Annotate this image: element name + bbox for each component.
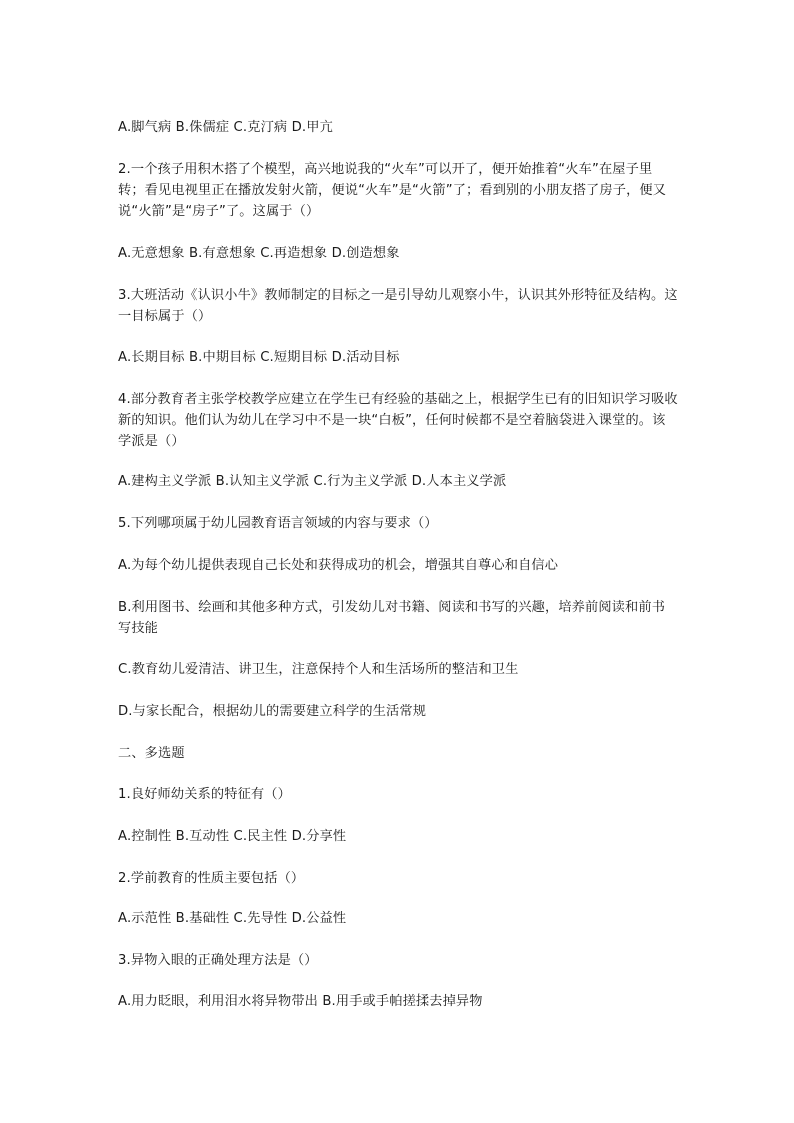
question-2: 2.一个孩子用积木搭了个模型，高兴地说我的“火车”可以开了，便开始推着“火车”在屋子里转；看见电视里正在播放发射火箭，便说“火车”是“火箭”了；看到别的小朋友搭了房子，便又说“火箭”是“房子”了。这属于（） <box>118 162 667 219</box>
answer-options-q3: A.长期目标 B.中期目标 C.短期目标 D.活动目标 <box>118 350 400 365</box>
mc-answer-options-2: A.示范性 B.基础性 C.先导性 D.公益性 <box>118 911 347 926</box>
mc-answer-options-3: A.用力眨眼，利用泪水将异物带出 B.用手或手帕搓揉去掉异物 <box>118 994 483 1009</box>
mc-question-2: 2.学前教育的性质主要包括（） <box>118 871 305 886</box>
answer-options-q4: A.建构主义学派 B.认知主义学派 C.行为主义学派 D.人本主义学派 <box>118 474 507 489</box>
option-d-q5: D.与家长配合，根据幼儿的需要建立科学的生活常规 <box>118 704 427 719</box>
option-a-q5: A.为每个幼儿提供表现自己长处和获得成功的机会，增强其自尊心和自信心 <box>118 558 559 573</box>
answer-options-q2: A.无意想象 B.有意想象 C.再造想象 D.创造想象 <box>118 246 400 261</box>
mc-question-1: 1.良好师幼关系的特征有（） <box>118 787 291 802</box>
mc-answer-options-1: A.控制性 B.互动性 C.民主性 D.分享性 <box>118 829 347 844</box>
mc-question-3: 3.异物入眼的正确处理方法是（） <box>118 953 318 968</box>
option-c-q5: C.教育幼儿爱清洁、讲卫生，注意保持个人和生活场所的整洁和卫生 <box>118 662 519 677</box>
question-4: 4.部分教育者主张学校教学应建立在学生已有经验的基础之上，根据学生已有的旧知识学习吸收新的知识。他们认为幼儿在学习中不是一块“白板”，任何时候都不是空着脑袋进入课堂的。该学派是（） <box>118 392 678 449</box>
section-heading-multiple-choice: 二、多选题 <box>118 746 185 761</box>
option-b-q5: B.利用图书、绘画和其他多种方式，引发幼儿对书籍、阅读和书写的兴趣，培养前阅读和前书写技能 <box>118 600 666 636</box>
question-3: 3.大班活动《认识小牛》教师制定的目标之一是引导幼儿观察小牛，认识其外形特征及结构。这一目标属于（） <box>118 288 678 324</box>
question-5: 5.下列哪项属于幼儿园教育语言领域的内容与要求（） <box>118 516 438 531</box>
answer-options-q1: A.脚气病 B.侏儒症 C.克汀病 D.甲亢 <box>118 120 333 135</box>
